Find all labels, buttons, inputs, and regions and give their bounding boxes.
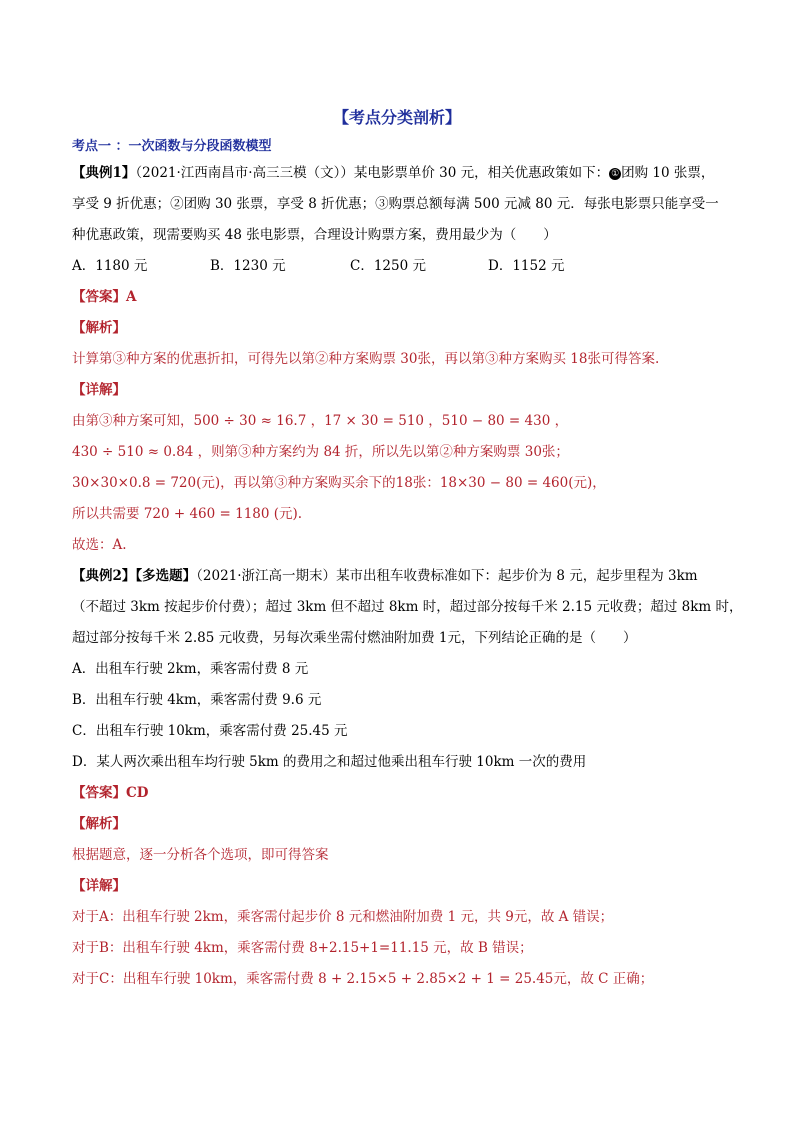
ex2-line-1 (72, 561, 722, 592)
kaodian-heading: 考点一 ：一次函数与分段函数模型 (72, 139, 272, 154)
ex1-option-d: D．1152 元 (488, 258, 565, 274)
ex2-answer: 【答案】CD (72, 785, 149, 801)
ex2-detail-3: 对于C：出租车行驶 10km，乘客需付费 8 + 2.15×5 + 2.85×2 + 1 = 25.45元，故 C 正确； (72, 971, 654, 987)
ex1-detail-1: 由第③种方案可知，500 ÷ 30 ≈ 16.7 ，17 × 30 = 510 ，510 − 80 = 430 ， (72, 413, 569, 429)
ex2-line-2: （不超过 3km 按起步价付费）；超过 3km 但不超过 8km 时，超过部分按每千米 2.15 元收费；超过 8km 时， (72, 599, 743, 615)
ex2-jiexi-text: 根据题意，逐一分析各个选项，即可得答案 (72, 847, 329, 863)
ex2-option-b: B．出租车行驶 4km，乘客需付费 9.6 元 (72, 692, 322, 708)
ex1-line-2: 享受 9 折优惠；②团购 30 张票，享受 8 折优惠；③购票总额每满 500 元减 80 元．每张电影票只能享受一 (72, 196, 719, 212)
ex1-jiexi-text: 计算第③种方案的优惠折扣，可得先以第②种方案购票 30张，再以第③种方案购买 18张可得答案. (72, 351, 660, 367)
section-title: 【考点分类剖析】 (332, 108, 461, 127)
ex2-detail-1: 对于A：出租车行驶 2km，乘客需付起步价 8 元和燃油附加费 1 元，共 9元，故 A 错误； (72, 909, 614, 925)
ex1-options (72, 251, 722, 282)
ex1-detail-3: 30×30×0.8 = 720(元)，再以第③种方案购买余下的18张：18×30 − 80 = 460(元)， (72, 475, 606, 491)
ex1-line-3: 种优惠政策，现需要购买 48 张电影票，合理设计购票方案，费用最少为（ ） (72, 227, 557, 243)
ex2-text-1: 某市出租车收费标准如下：起步价为 8 元，起步里程为 3km (336, 568, 698, 584)
ex1-text-1b: 团购 10 张票， (621, 165, 715, 181)
ex2-head: 【典例2】【多选题】 (72, 568, 197, 584)
ex1-xiangjie-label: 【详解】 (72, 382, 126, 398)
ex1-option-b: B．1230 元 (210, 258, 286, 274)
ex1-text-1: 某电影票单价 30 元，相关优惠政策如下： (353, 165, 610, 181)
ex1-line-1 (72, 158, 722, 189)
ex1-option-c: C．1250 元 (350, 258, 426, 274)
ex2-option-c: C．出租车行驶 10km，乘客需付费 25.45 元 (72, 723, 348, 739)
ex2-source: （2021·浙江高一期末） (196, 568, 337, 584)
ex2-xiangjie-label: 【详解】 (72, 878, 126, 894)
ex1-choose: 故选：A. (72, 537, 127, 553)
ex2-option-a: A．出租车行驶 2km，乘客需付费 8 元 (72, 661, 309, 677)
ex1-jiexi-label: 【解析】 (72, 320, 126, 336)
ex1-option-a: A．1180 元 (72, 258, 148, 274)
ex2-detail-2: 对于B：出租车行驶 4km，乘客需付费 8+2.15+1=11.15 元，故 B 错误； (72, 940, 533, 956)
circled-one: ① (611, 169, 620, 179)
ex2-line-3: 超过部分按每千米 2.85 元收费，另每次乘坐需付燃油附加费 1元，下列结论正确的是（ ） (72, 630, 637, 646)
ex1-detail-4: 所以共需要 720 + 460 = 1180 (元). (72, 506, 303, 522)
ex1-answer: 【答案】A (72, 289, 137, 305)
ex2-jiexi-label: 【解析】 (72, 816, 126, 832)
ex1-source: （2021·江西南昌市·高三三模（文）） (135, 165, 354, 181)
document-page (72, 96, 743, 995)
ex1-head: 【典例1】 (72, 165, 136, 181)
ex2-option-d: D．某人两次乘出租车均行驶 5km 的费用之和超过他乘出租车行驶 10km 一次的费用 (72, 754, 587, 770)
ex1-detail-2: 430 ÷ 510 ≈ 0.84 ，则第③种方案约为 84 折，所以先以第②种方案购票 30张； (72, 444, 569, 460)
